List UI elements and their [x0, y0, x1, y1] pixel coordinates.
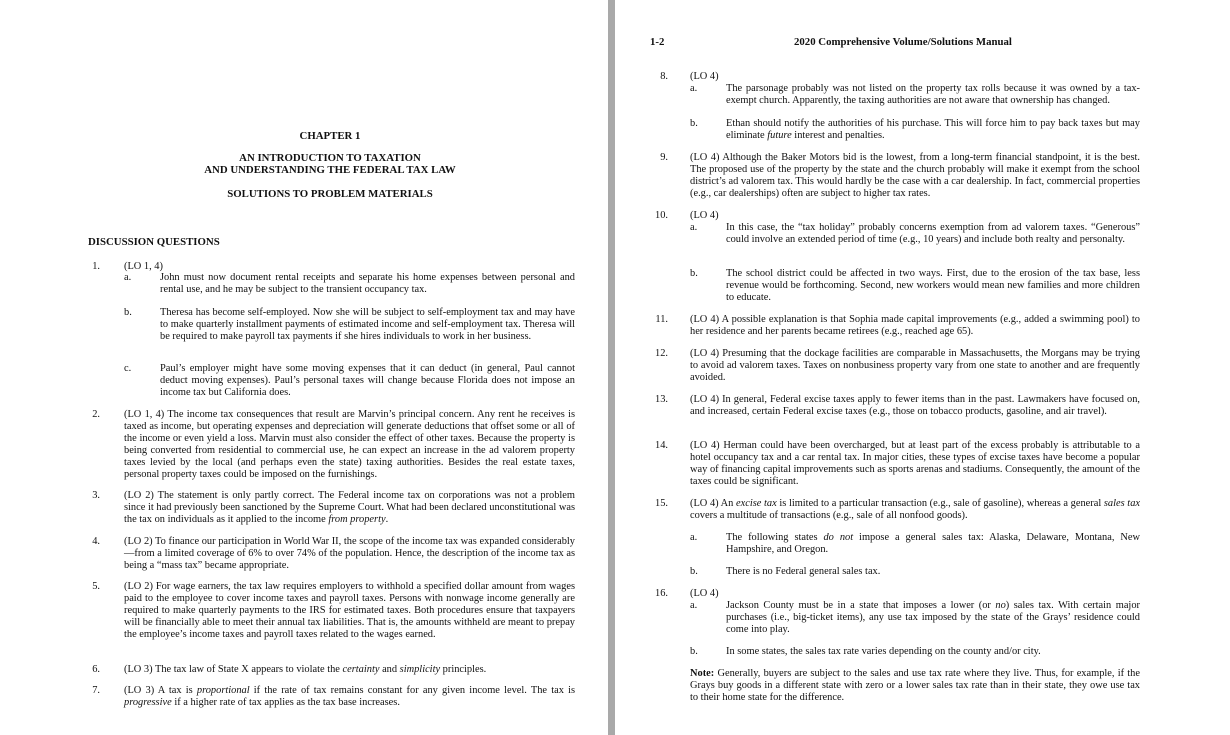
- question-number: 8.: [660, 71, 668, 82]
- answer-text: Ethan should notify the authorities of his purchase. This will force him to pay back taxes but may eliminate future interest and penalties.: [726, 118, 1140, 141]
- answer-text: (LO 3) The tax law of State X appears to violate the certainty and simplicity principles.: [124, 664, 487, 675]
- part-label: b.: [690, 566, 698, 577]
- section-subtitle: SOLUTIONS TO PROBLEM MATERIALS: [227, 188, 433, 200]
- part-label: a.: [690, 532, 698, 543]
- question-number: 10.: [655, 210, 668, 221]
- question-number: 13.: [655, 394, 668, 405]
- answer-text: The school district could be affected in two ways. First, due to the erosion of the tax base, less revenue would be forthcoming. Second, new workers would mean new families and more children to educate.: [726, 268, 1140, 303]
- question-number: 6.: [92, 664, 100, 675]
- answer-text: (LO 2) To finance our participation in World War II, the scope of the income tax was expanded considerably—from a limited coverage of 6% to over 74% of the population. Hence, the description of the income tax as being a “mass tax” became appropriate.: [124, 536, 575, 571]
- part-label: b.: [124, 307, 132, 318]
- answer-text: (LO 2) For wage earners, the tax law requires employers to withhold a specified dollar amount from wages paid to the employee to cover income taxes and payroll taxes. Persons with nonwage income generally are required to make quarterly payments to the IRS for estimated taxes. Both procedures ensure that taxpayers will be financially able to meet their annual tax liabilities. That is, the amounts withheld are meant to prepay the employee’s income taxes and payroll taxes related to the wages earned.: [124, 581, 575, 640]
- right-page: [615, 0, 1230, 735]
- learning-objective: (LO 4): [690, 210, 719, 221]
- page-divider: [608, 0, 615, 735]
- answer-text: In some states, the sales tax rate varies depending on the county and/or city.: [726, 646, 1041, 657]
- part-label: c.: [124, 363, 132, 374]
- answer-text: In this case, the “tax holiday” probably concerns exemption from ad valorem taxes. “Generous” could involve an extended period of time (e.g., 10 years) and include both realty and personalty.: [726, 222, 1140, 245]
- learning-objective: (LO 1, 4): [124, 261, 163, 272]
- part-label: a.: [690, 83, 698, 94]
- left-page: [0, 0, 608, 735]
- answer-text: (LO 1, 4) The income tax consequences that result are Marvin’s principal concern. Any rent he receives is taxed as income, but operating expenses and depreciation will generate deductions that offset some or all of the income or even yield a loss. Marvin must also consider the effect of other taxes. Because the property is being converted from residential to commercial use, he can expect an increase in the ad valorem property taxes levied by the local (and perhaps even the state) taxing authorities. Besides the real estate taxes, personal property taxes could be imposed on the furnishings.: [124, 409, 575, 480]
- answer-text: (LO 4) In general, Federal excise taxes apply to fewer items than in the past. Lawmakers have focused on, and increased, certain Federal excise taxes (e.g., those on tobacco products, gasoline, and air travel).: [690, 394, 1140, 417]
- part-label: b.: [690, 268, 698, 279]
- part-label: b.: [690, 118, 698, 129]
- question-number: 11.: [655, 314, 668, 325]
- part-label: a.: [124, 272, 132, 283]
- answer-text: John must now document rental receipts and separate his home expenses between personal and rental use, and he may be subject to the transient occupancy tax.: [160, 272, 575, 295]
- question-number: 2.: [92, 409, 100, 420]
- chapter-title-line2: AND UNDERSTANDING THE FEDERAL TAX LAW: [204, 164, 456, 176]
- part-label: a.: [690, 222, 698, 233]
- page-number: 1-2: [650, 36, 665, 48]
- learning-objective: (LO 4): [690, 588, 719, 599]
- question-number: 9.: [660, 152, 668, 163]
- question-number: 12.: [655, 348, 668, 359]
- answer-text: (LO 4) Although the Baker Motors bid is the lowest, from a long-term financial standpoint, it is the best. The proposed use of the property by the state and the church probably will make it exempt from the school district’s ad valorem tax. This would hardly be the case with a car dealership. In fact, commercial properties (e.g., car dealerships) often are subject to higher tax rates.: [690, 152, 1140, 199]
- question-number: 4.: [92, 536, 100, 547]
- chapter-title-line1: AN INTRODUCTION TO TAXATION: [239, 152, 421, 164]
- learning-objective: (LO 4): [690, 71, 719, 82]
- question-number: 15.: [655, 498, 668, 509]
- answer-text: Paul’s employer might have some moving expenses that it can deduct (in general, Paul cannot deduct moving expenses). Paul’s personal taxes will change because Florida does not impose an income tax but California does.: [160, 363, 575, 398]
- answer-text: (LO 3) A tax is proportional if the rate of tax remains constant for any given income level. The tax is progressive if a higher rate of tax applies as the tax base increases.: [124, 685, 575, 708]
- question-number: 5.: [92, 581, 100, 592]
- answer-text: (LO 4) Herman could have been overcharged, but at least part of the excess probably is attributable to a hotel occupancy tax and a car rental tax. In major cities, these types of excise taxes have become a popular way of financing capital improvements such as sports arenas and stadiums. Consequently, the amount of the taxes could be significant.: [690, 440, 1140, 487]
- part-label: b.: [690, 646, 698, 657]
- answer-text: There is no Federal general sales tax.: [726, 566, 881, 577]
- answer-text: (LO 4) A possible explanation is that Sophia made capital improvements (e.g., added a swimming pool) to her residence and her parents became retirees (e.g., reached age 65).: [690, 314, 1140, 337]
- chapter-heading: CHAPTER 1: [299, 130, 361, 142]
- answer-text: Theresa has become self-employed. Now she will be subject to self-employment tax and may have to make quarterly installment payments of estimated income and self-employment tax. Theresa will be required to make payroll tax payments if she hires individuals to work in her business.: [160, 307, 575, 342]
- question-number: 1.: [92, 261, 100, 272]
- answer-text: Jackson County must be in a state that imposes a lower (or no) sales tax. With certain major purchases (i.e., big-ticket items), any use tax imposed by the state of the Grays’ residence could come into play.: [726, 600, 1140, 635]
- question-number: 3.: [92, 490, 100, 501]
- note-text: Note: Generally, buyers are subject to the sales and use tax rate where they live. Thus, for example, if the Grays buy goods in a different state with zero or a lower sales tax rate than in their state, they owe use tax to their home state for the difference.: [690, 668, 1140, 703]
- answer-text: (LO 2) The statement is only partly correct. The Federal income tax on corporations was not a problem since it had previously been sanctioned by the Supreme Court. What had been declared unconstitutional was the tax on individuals as it applied to the income from property.: [124, 490, 575, 525]
- question-number: 16.: [655, 588, 668, 599]
- answer-text: (LO 4) Presuming that the dockage facilities are comparable in Massachusetts, the Morgans may be trying to avoid ad valorem taxes. Taxes on nonbusiness property vary from one state to another and are frequently avoided.: [690, 348, 1140, 383]
- part-label: a.: [690, 600, 698, 611]
- question-number: 14.: [655, 440, 668, 451]
- answer-text: (LO 4) An excise tax is limited to a particular transaction (e.g., sale of gasoline), whereas a general sales tax covers a multitude of transactions (e.g., sale of all nonfood goods).: [690, 498, 1141, 521]
- answer-text: The following states do not impose a general sales tax: Alaska, Delaware, Montana, New Hampshire, and Oregon.: [726, 532, 1140, 555]
- answer-text: The parsonage probably was not listed on the property tax rolls because it was owned by a tax-exempt church. Apparently, the taxing authorities are not aware that ownership has changed.: [726, 83, 1140, 106]
- question-number: 7.: [92, 685, 100, 696]
- running-title: 2020 Comprehensive Volume/Solutions Manual: [794, 36, 1012, 48]
- discussion-questions-heading: DISCUSSION QUESTIONS: [88, 236, 220, 248]
